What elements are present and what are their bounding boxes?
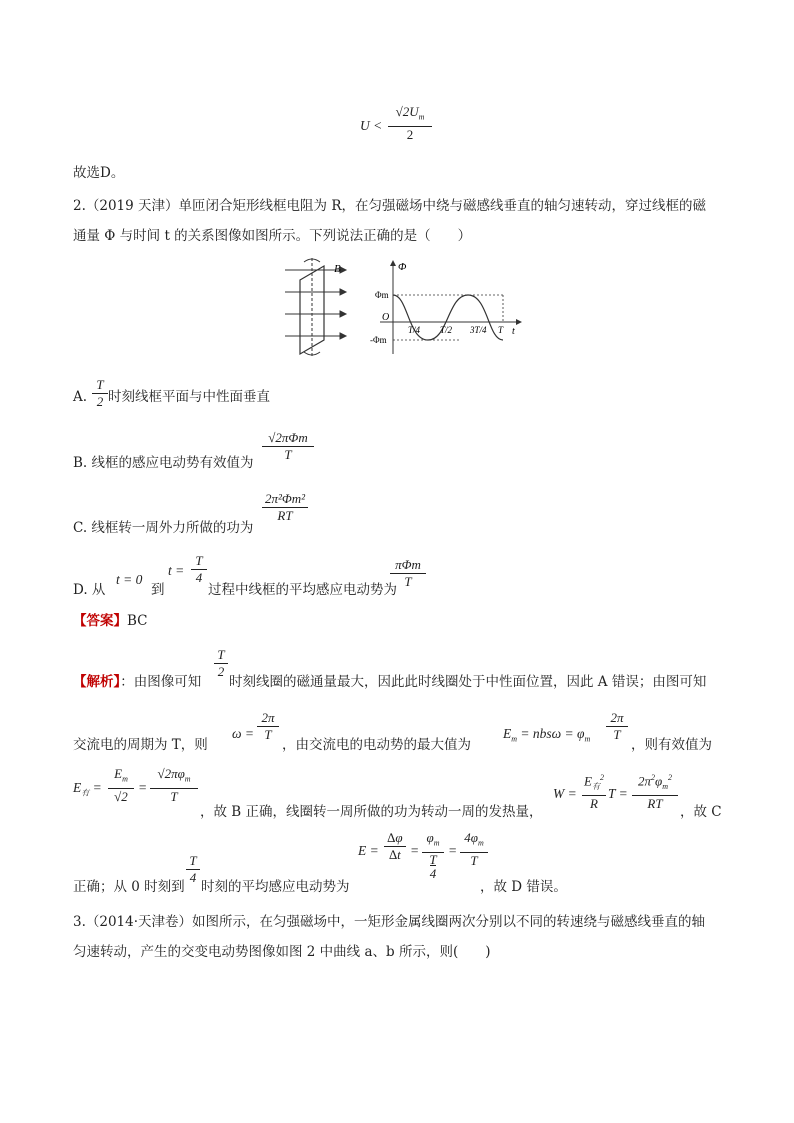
analysis-line4-b: 时刻的平均感应电动势为 [201, 879, 350, 895]
top-formula-fraction [388, 104, 432, 143]
analysis-line2-b: ，由交流电的电动势的最大值为 [282, 737, 471, 753]
analysis-em: $E_m = nbs\omega = \varphi_m$ [503, 726, 591, 744]
analysis-frac-sqrt2pi: $√2\pi\varphi_m$ T [150, 766, 198, 805]
opt-d-t-eq: t = [168, 563, 185, 578]
figure-phi-axis: Φ [398, 261, 407, 273]
opt-d-fraction: $\frac{T}{4}$ [191, 553, 207, 586]
q2-figure [280, 258, 530, 358]
analysis-label: 【解析】 [73, 674, 121, 690]
figure-neg-phi-m: -Φm [370, 335, 387, 345]
opt-c-text: C. 线框转一周外力所做的功为 [73, 520, 254, 536]
figure-tick-1: T/4 [408, 325, 421, 335]
analysis-line2-a: 交流电的周期为 T，则 [73, 737, 208, 753]
analysis-frac-dphi-dt: $\frac{\Delta\varphi}{\Delta t}$ [384, 830, 406, 863]
analysis-eq-3: = [448, 843, 458, 858]
analysis-frac-2pi-t: $\frac{2\pi}{T}$ [257, 710, 279, 743]
analysis-eq-2: = [410, 843, 420, 858]
figure-phi-m: Φm [375, 290, 389, 300]
analysis-line1-b: 时刻线圈的磁通量最大，因此此时线圈处于中性面位置，因此 A 错误；由图可知 [229, 674, 707, 690]
top-formula-den: 2 [406, 126, 414, 142]
analysis-w: W = [553, 786, 577, 801]
opt-d-text: 过程中线框的平均感应电动势为 [208, 582, 397, 598]
analysis-e-eff: $E_有$ = [73, 780, 102, 798]
opt-b-text: B. 线框的感应电动势有效值为 [73, 455, 254, 471]
opt-c-fraction: $\frac{\text{2π²Φm²}}{RT}$ [262, 491, 308, 524]
analysis-line4-c: ，故 D 错误。 [480, 879, 567, 895]
analysis-frac-4phim-t: $\frac{4\varphi_m}{T}$ [460, 830, 488, 869]
top-formula-lhs: U < [360, 118, 383, 133]
analysis-frac-w: $\frac{2\pi^2\varphi_m^2}{RT}$ [632, 770, 678, 812]
q2-stem-line1: 2.（2019 天津）单匝闭合矩形线框电阻为 R，在匀强磁场中绕与磁感线垂直的轴匀速转动，穿过线框的磁 [73, 198, 706, 214]
figure-tick-2: T/2 [440, 325, 453, 335]
opt-a-fraction: $\frac{T}{2}$ [92, 377, 108, 410]
analysis-line3-b: ，故 C [680, 804, 722, 820]
analysis-frac-t4: $\frac{T}{4}$ [186, 853, 200, 886]
figure-tick-4: T [498, 325, 504, 335]
opt-a-prefix: A. [73, 389, 88, 405]
q3-stem-line1: 3.（2014·天津卷）如图所示，在匀强磁场中，一矩形金属线圈两次分别以不同的转速绕与磁感线垂直的轴 [73, 914, 706, 930]
answer-value: BC [127, 613, 148, 629]
analysis-line3-a: ，故 B 正确，线圈转一周所做的功为转动一周的发热量， [200, 804, 543, 820]
analysis-line4-a: 正确；从 0 时刻到 [73, 879, 185, 895]
figure-b-label: B [334, 263, 341, 275]
figure-tick-3: 3T/4 [470, 325, 487, 335]
select-d-line: 故选D。 [73, 165, 125, 181]
top-formula-num: √2U [395, 104, 419, 119]
analysis-eq-sign: = [138, 780, 148, 795]
top-formula-num-sub: m [418, 112, 425, 122]
opt-d-to: 到 [151, 582, 165, 598]
analysis-frac-phim-t4: $\varphi_m$ T 4 [422, 830, 444, 881]
analysis-omega: ω = [232, 726, 255, 741]
analysis-avg-e: E = [358, 843, 379, 858]
analysis-frac-2pi-t-2: $\frac{2\pi}{T}$ [606, 710, 628, 743]
analysis-frac-t2: $\frac{T}{2}$ [214, 647, 228, 680]
opt-d-fraction-2: πΦm T [390, 557, 426, 590]
answer-label: 【答案】 [73, 613, 127, 629]
opt-d-t0: t = 0 [116, 572, 143, 587]
analysis-line1-a: 【解析】：由图像可知 [73, 674, 202, 690]
analysis-frac-em-sqrt2: $\frac{E_m}{√2}$ [108, 766, 134, 805]
q2-stem-line2: 通量 Φ 与时间 t 的关系图像如图所示。下列说法正确的是（ ） [73, 228, 472, 244]
answer-line [73, 611, 148, 631]
opt-a-text: 时刻线框平面与中性面垂直 [108, 389, 270, 405]
q3-stem-line2: 匀速转动，产生的交变电动势图像如图 2 中曲线 a、b 所示，则( ) [73, 944, 491, 960]
analysis-line2-c: ，则有效值为 [631, 737, 712, 753]
analysis-t-eq: T = [608, 786, 628, 801]
figure-origin: O [382, 312, 390, 323]
analysis-frac-em2-r: $E_有^2$ R [582, 770, 606, 812]
opt-b-fraction: √2πΦm T [262, 430, 314, 463]
figure-t-axis: t [512, 326, 515, 337]
opt-d-prefix: D. 从 [73, 582, 106, 598]
